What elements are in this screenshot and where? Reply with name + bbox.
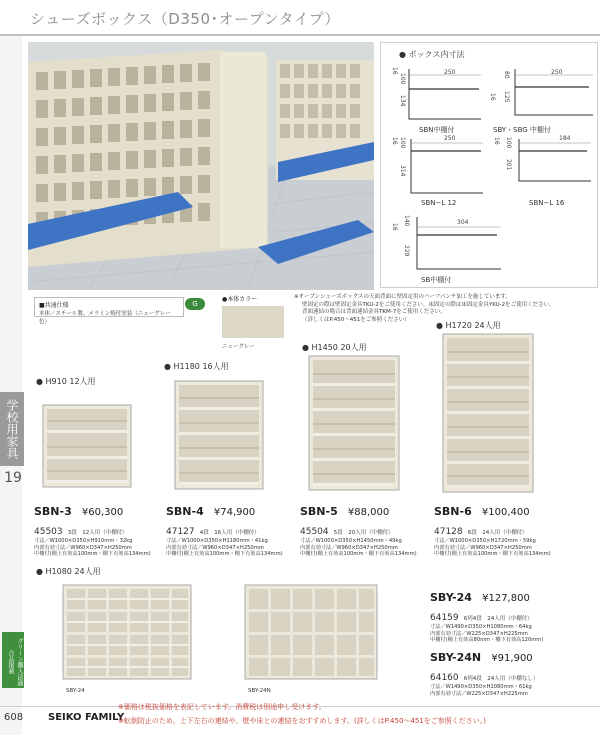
sby24n-price: ¥91,900	[491, 653, 533, 664]
diagram-sbn	[389, 65, 489, 135]
sb-width: 304	[457, 219, 469, 226]
sbn3-desc: 3段 12人用（中棚付）	[67, 530, 128, 536]
sby24-caption: SBY-24	[66, 688, 85, 694]
sbn3-cabinet-drawing	[42, 404, 136, 490]
title-divider	[0, 34, 600, 36]
sbn4-image	[174, 380, 268, 496]
sbn5-image	[308, 355, 404, 497]
diagram-sbnl16	[489, 135, 597, 207]
sby24-spec-2: 内部有効寸法／W225×D347×H225mm	[430, 630, 528, 637]
sbn3-code: 45503	[34, 527, 63, 537]
section-h1720: ● H1720 24人用	[436, 321, 501, 330]
sby24-cabinet-drawing	[62, 584, 194, 682]
sbn5-spec-2: 内部有効寸法／W960×D347×H250mm	[300, 544, 398, 551]
color-swatch	[222, 306, 284, 338]
sbn6-price: ¥100,400	[481, 507, 530, 518]
page-number: 608	[4, 712, 24, 723]
sby-label: SBY・SBG 中棚付	[493, 126, 551, 134]
common-spec-body: 本体／スチール製、メラミン焼付塗装（ニューグレー色）	[39, 311, 171, 325]
sby24-desc: 6列4段 24人用（中棚付）	[463, 616, 533, 622]
box-dimension-title	[399, 49, 464, 60]
sbn6-spec-2: 内部有効寸法／W960×D347×H250mm	[434, 544, 532, 551]
sby-width: 250	[551, 69, 563, 76]
sbn4-cabinet-drawing	[174, 380, 268, 492]
sbn4-desc: 4段 16人用（中棚付）	[199, 530, 260, 536]
product-sbn4	[166, 500, 296, 558]
sbn4-spec-3: 中棚付(棚上有効高100mm・棚下有効高134mm)	[166, 551, 283, 558]
sby24-image	[62, 584, 194, 686]
note-line-2: 壁固定の際は壁固定金具TKU-2をご使用ください。床固定の際は床固定金具YKU-2をご使用ください。	[302, 301, 555, 308]
sbn5-cabinet-drawing	[308, 355, 404, 493]
sbnl16-upper-height: 100	[505, 137, 512, 149]
sbnl12-width: 250	[444, 135, 456, 142]
sby-lower-height: 125	[503, 91, 510, 103]
box-dimension-panel	[380, 42, 598, 288]
sbnl12-lower-height: 314	[399, 165, 406, 177]
product-sbn5	[300, 500, 430, 558]
sbnl16-thickness: 16	[493, 137, 500, 145]
sbn3-spec-2: 内部有効寸法／W960×D347×H250mm	[34, 544, 132, 551]
sby24n-spec-1: 寸法／W1490×D350×H1080mm・61kg	[430, 684, 532, 690]
sby24n-caption: SBY-24N	[248, 688, 271, 694]
sby24n-spec-2: 内部有効寸法／W225×D347×H225mm	[430, 690, 528, 697]
sbn6-cabinet-drawing	[442, 333, 538, 495]
sbnl16-lower-height: 201	[505, 159, 512, 171]
sbn-label: SBN中棚付	[419, 126, 455, 134]
sb-lower-height: 229	[403, 245, 410, 257]
sbn-upper-height: 100	[399, 73, 406, 85]
footer-note-1: ※価格は税抜価格を表記しています。消費税は別途申し受けます。	[118, 703, 326, 711]
sby-thickness: 16	[489, 93, 496, 101]
sbn6-desc: 6段 24人用（中棚付）	[467, 530, 528, 536]
product-sby24n	[430, 646, 598, 697]
sbn-lower-height: 134	[399, 95, 406, 107]
color-head: ●本体カラー	[222, 296, 258, 303]
product-sby24	[430, 586, 598, 644]
sbn3-spec-1: 寸法／W1000×D350×H910mm・32kg	[34, 538, 133, 544]
bullet-icon: ●	[399, 50, 409, 59]
sby24-code: 64159	[430, 613, 459, 623]
sbnl16-label: SBN−L 16	[529, 199, 565, 207]
sby24-spec-1: 寸法／W1490×D350×H1080mm・64kg	[430, 624, 532, 630]
sbn5-spec-1: 寸法／W1000×D350×H1450mm・49kg	[300, 538, 402, 544]
left-margin-band	[0, 36, 22, 735]
sby24-model: SBY-24	[430, 591, 472, 604]
sbn6-spec-1: 寸法／W1000×D350×H1720mm・59kg	[434, 538, 536, 544]
sbn3-price: ¥60,300	[81, 507, 124, 518]
sbn4-price: ¥74,900	[213, 507, 256, 518]
category-tab	[0, 392, 24, 466]
sbn6-spec-3: 中棚付(棚上有効高100mm・棚下有効高134mm)	[434, 551, 551, 558]
sbn5-price: ¥88,000	[347, 507, 390, 518]
sby24-spec-3: 中棚付(棚上有効高80mm・棚下有効高120mm)	[430, 637, 544, 644]
note-line-1: ※オープンシューズボックスの天面背面に壁固定用のハーフパンチ加工を施しています。	[294, 294, 511, 300]
chapter-number: 19	[4, 470, 22, 486]
sbn5-spec-3: 中棚付(棚上有効高100mm・棚下有効高134mm)	[300, 551, 417, 558]
room-photo	[28, 42, 374, 290]
box-dimension-title-text: ボックス内寸法	[408, 50, 465, 59]
sbn4-code: 47127	[166, 527, 195, 537]
common-spec-box	[34, 297, 184, 325]
sbn4-spec-2: 内部有効寸法／W960×D347×H250mm	[166, 544, 264, 551]
sb-thickness: 16	[391, 223, 398, 231]
green-mark-icon: G	[185, 298, 205, 310]
sbn-thickness: 16	[391, 67, 398, 75]
sbnl16-width: 184	[559, 135, 571, 142]
diagram-sb	[389, 213, 509, 285]
room-photo-illustration	[28, 42, 374, 290]
diagram-sbnl12	[389, 135, 489, 207]
section-h1180: ● H1180 16人用	[164, 362, 229, 371]
sbnl12-label: SBN−L 12	[421, 199, 457, 207]
sbn6-model: SBN-6	[434, 505, 472, 518]
sbn3-spec-3: 中棚付(棚上有効高100mm・棚下有効高134mm)	[34, 551, 151, 558]
sbn6-code: 47128	[434, 527, 463, 537]
brand-logo: SEIKO FAMILY	[48, 712, 125, 723]
sby24n-desc: 6列4段 24人用（中棚なし）	[463, 676, 539, 682]
color-name: ニューグレー	[222, 344, 256, 350]
sbn4-spec-1: 寸法／W1000×D350×H1180mm・41kg	[166, 538, 268, 544]
sbn3-image	[42, 404, 136, 494]
sby24n-code: 64160	[430, 673, 459, 683]
sbn6-image	[442, 333, 538, 499]
sbnl12-upper-height: 100	[399, 137, 406, 149]
diagram-sby	[489, 65, 597, 135]
section-h910: ● H910 12人用	[36, 377, 96, 386]
sby24n-image	[244, 584, 380, 686]
page-title: シューズボックス（D350･オープンタイプ）	[30, 10, 340, 28]
section-h1080: ● H1080 24人用	[36, 567, 101, 576]
green-purchase-tab: グリーン購入法適合品掲載	[2, 632, 24, 688]
sbn5-code: 45504	[300, 527, 329, 537]
section-h1450: ● H1450 20人用	[302, 343, 367, 352]
sbn3-model: SBN-3	[34, 505, 72, 518]
sbn4-model: SBN-4	[166, 505, 204, 518]
sbn5-desc: 5段 20人用（中棚付）	[333, 530, 394, 536]
sby24n-cabinet-drawing	[244, 584, 380, 682]
note-line-3: 背面連結の場合は背面連結金具TKM-7をご使用ください。	[302, 309, 446, 315]
product-sbn6	[434, 500, 598, 558]
sby24n-model: SBY-24N	[430, 651, 482, 664]
sby24-price: ¥127,800	[482, 593, 530, 604]
sb-label: SB中棚付	[421, 276, 452, 284]
sbn5-model: SBN-5	[300, 505, 338, 518]
product-sbn3	[34, 500, 162, 558]
category-tab-label: 学校用家具	[5, 399, 19, 459]
note-line-4: （詳しくはP.450〜451をご参照ください）	[302, 316, 410, 323]
sby-upper-height: 80	[503, 71, 510, 79]
sb-upper-height: 140	[403, 215, 410, 227]
common-spec-head: ■共通仕様	[39, 302, 69, 309]
sbn-width: 250	[444, 69, 456, 76]
footer-note-2: ※転倒防止のため、上下左右の連結や、壁や床との連結をおすすめします。(詳しくはP.450〜451をご参照ください。)	[118, 717, 486, 725]
sbnl12-thickness: 16	[391, 137, 398, 145]
